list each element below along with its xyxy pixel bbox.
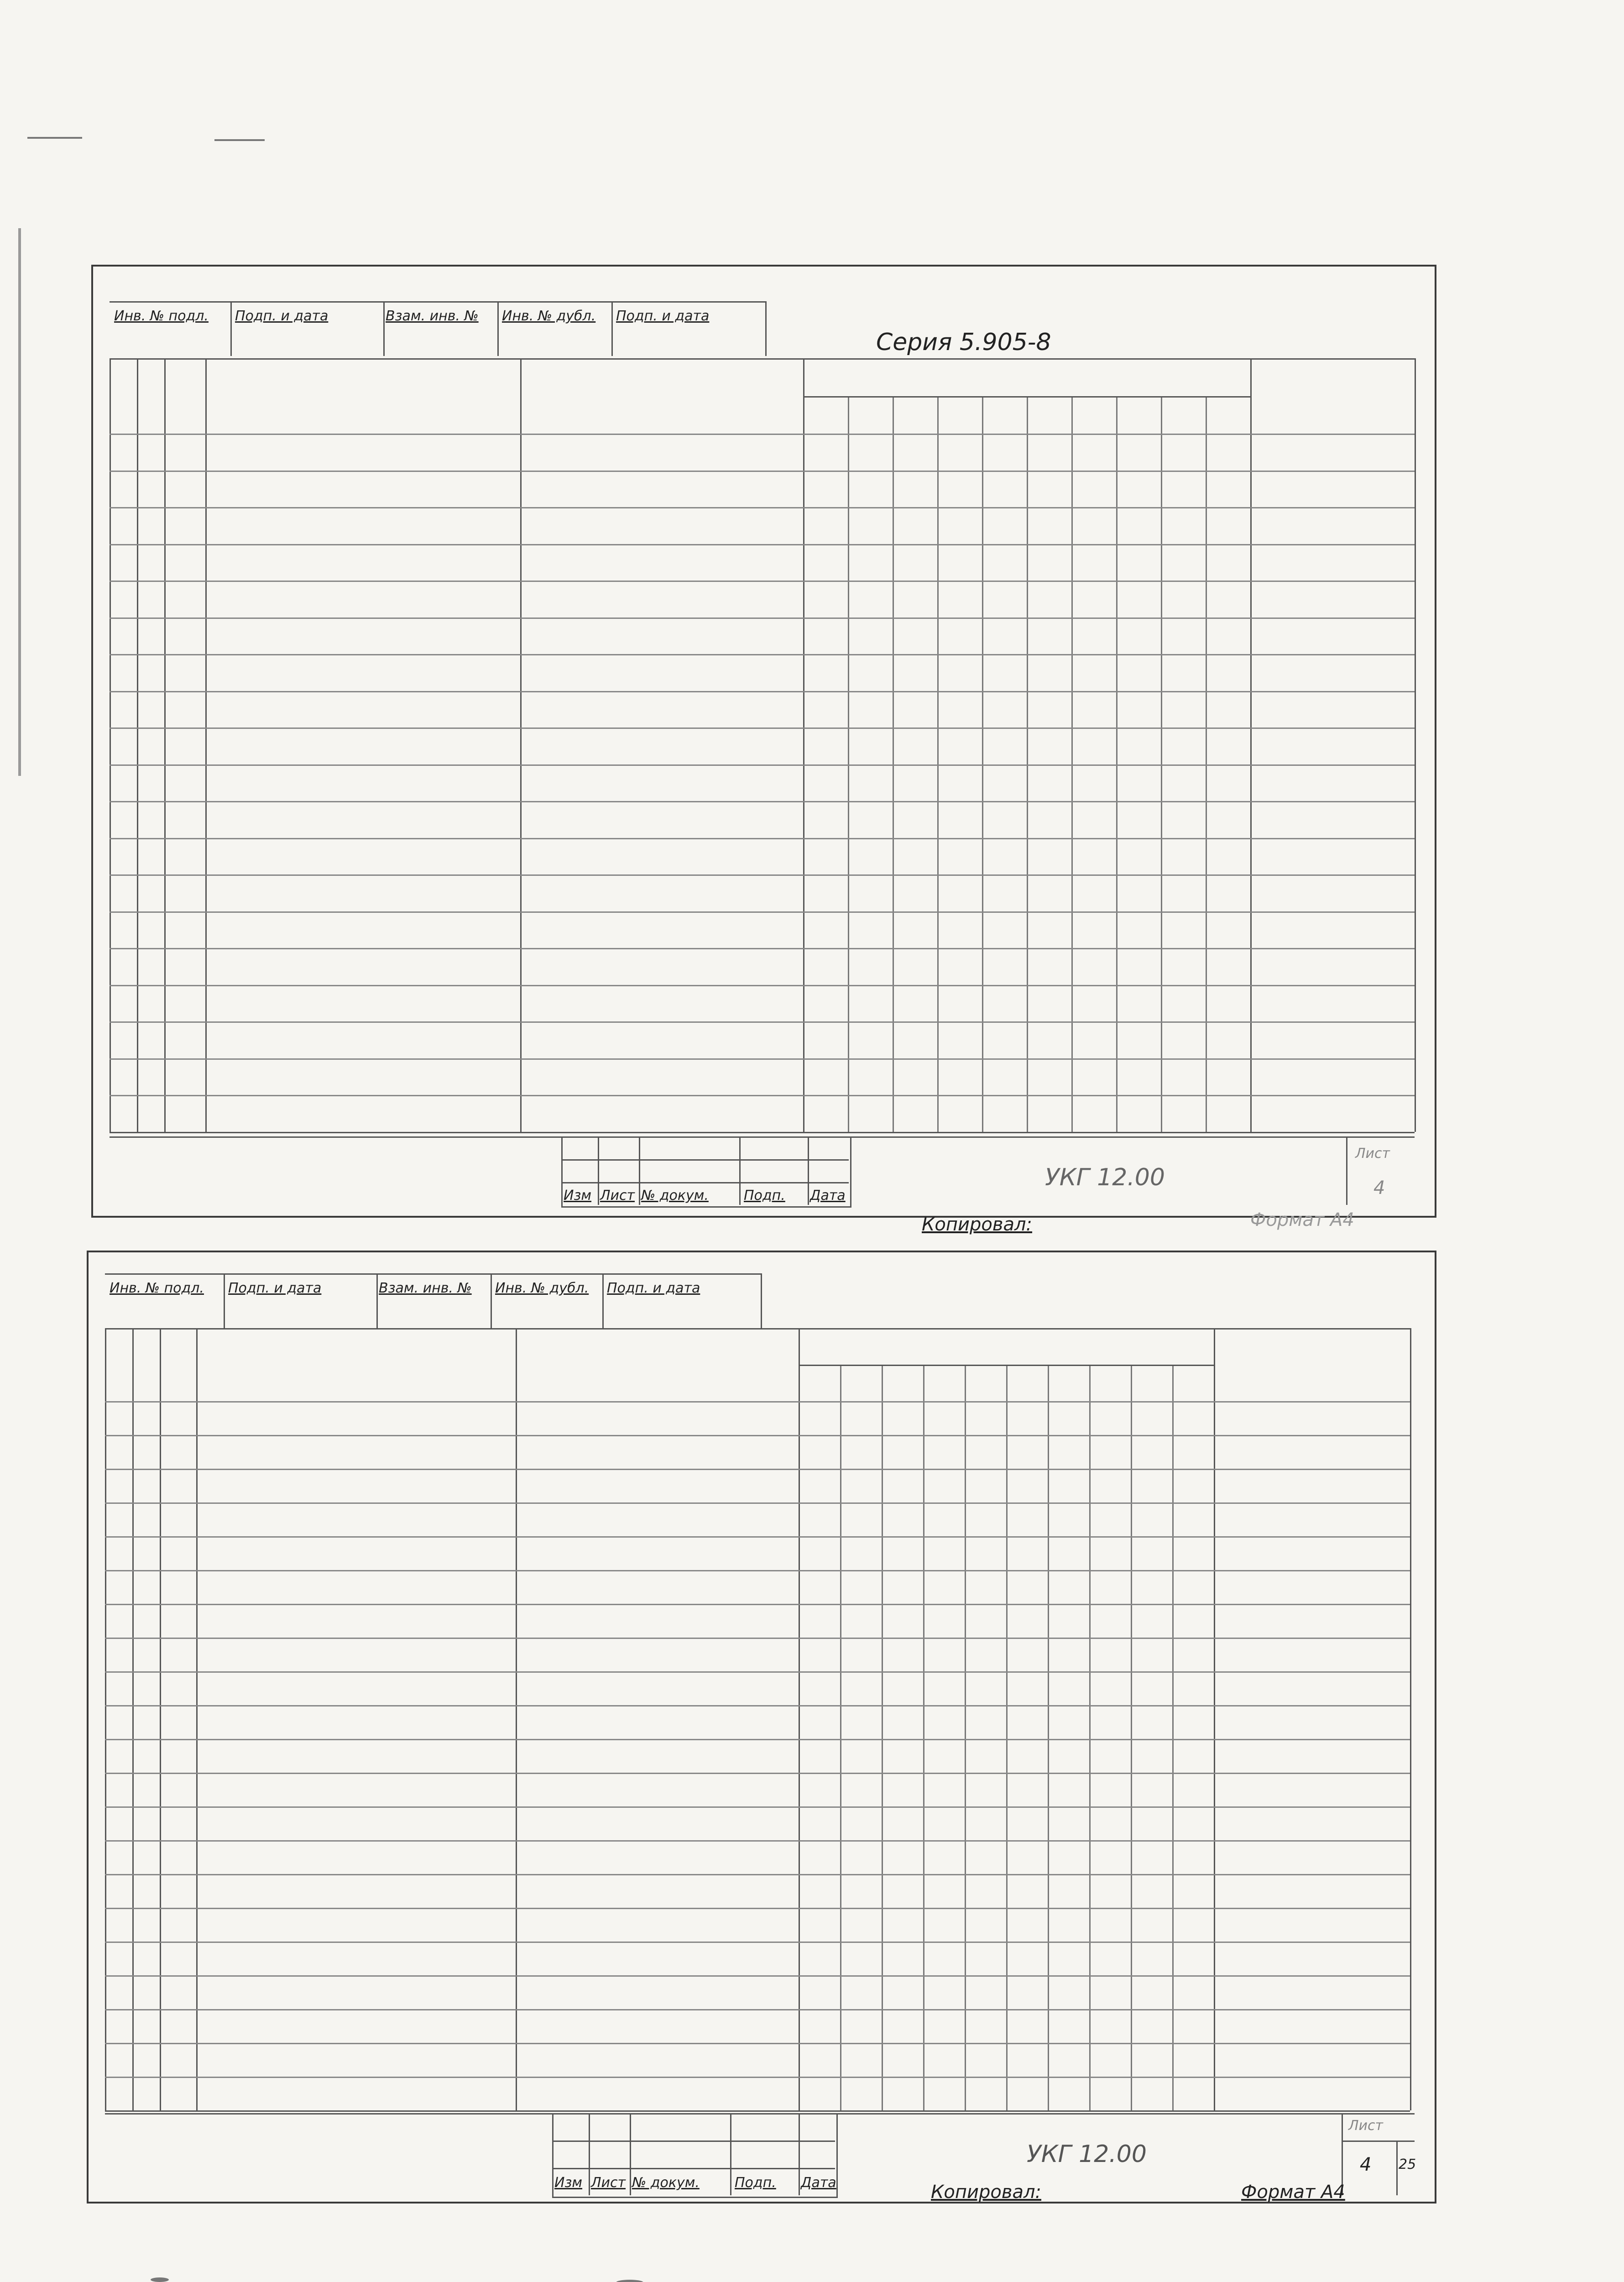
table-row-line [105,1840,1410,1842]
table-row-line [105,1908,1410,1909]
stamp-sign-2: Подп. [735,2175,776,2191]
scan-mark [151,2277,169,2282]
doc-code: УКГ 12.00 [1045,1164,1165,1191]
archive-dup-label: Инв. № дубл. [502,308,596,324]
table-row-line [110,691,1415,692]
table-row-line [110,1058,1415,1060]
table-col-line [1250,358,1252,1132]
table-row-line [105,1739,1410,1740]
archive-inv-label: Инв. № подл. [114,308,209,324]
copied-label: Копировал: [922,1214,1033,1235]
table-row-line [105,1773,1410,1774]
table-row-line [110,728,1415,729]
table-col-line [164,358,166,1132]
archive-header-top [110,301,767,356]
table-col-line [803,358,804,1132]
archive-sign2-label: Подп. и дата [616,308,710,324]
variant-col-line [923,1365,924,2110]
scan-mark [27,137,82,139]
variant-col-line [1131,1365,1132,2110]
table-row-line [110,874,1415,876]
table-row-line [105,1435,1410,1436]
table-col-line [1415,358,1416,1132]
copied-label-2: Копировал: [931,2182,1042,2203]
variant-col-line [1006,1365,1008,2110]
archive-sign-label: Подп. и дата [235,308,329,324]
table-col-line [799,1328,800,2110]
variant-col-line [1089,1365,1091,2110]
stamp-docno-2: № докум. [632,2175,700,2191]
table-col-line [205,358,207,1132]
title-block-top [110,1136,1415,1205]
archive-replace-label-2: Взам. инв. № [379,1280,472,1296]
stamp-date: Дата [810,1188,846,1204]
table-row-line [110,985,1415,986]
table-row-line [105,1570,1410,1571]
table-row-line [110,581,1415,582]
stamp-sign: Подп. [744,1188,785,1204]
format-label: Формат А4 [1250,1209,1354,1230]
archive-sign2-label-2: Подп. и дата [607,1280,700,1296]
table-bottom-line [105,2110,1410,2112]
table-col-line [132,1328,134,2110]
sheet-number-alt: 25 [1399,2156,1416,2172]
table-row-line [110,618,1415,619]
stamp-change-2: Изм [554,2175,583,2191]
variant-col-line [965,1365,966,2110]
table-bottom-line [110,1132,1415,1133]
stamp-docno: № докум. [641,1188,709,1204]
series-label: Серия 5.905-8 [876,329,1051,356]
table-row-line [110,911,1415,913]
table-row-line [110,654,1415,655]
table-row-line [105,1975,1410,1977]
spec-table-bottom [105,1328,1410,2113]
table-row-line [110,948,1415,949]
table-row-line [105,1604,1410,1605]
sheet-label: Лист [1355,1146,1390,1162]
variant-col-line [1172,1365,1174,2110]
table-col-line [516,1328,517,2110]
table-row-line [105,1401,1410,1403]
sheet-number-2: 4 [1360,2154,1372,2175]
stamp-sheet: Лист [600,1188,635,1204]
variant-header-line [803,396,1250,398]
scan-edge [18,228,21,776]
stamp-change: Изм [564,1188,592,1204]
spec-table-top [110,358,1415,1125]
table-col-line [196,1328,198,2110]
table-row-line [110,544,1415,545]
table-col-line [137,358,138,1132]
table-row-line [110,1095,1415,1096]
scan-mark [214,139,265,141]
title-block-bottom [105,2113,1415,2195]
variant-col-line [840,1365,841,2110]
table-row-line [110,838,1415,839]
table-row-line [110,764,1415,766]
table-col-line [160,1328,161,2110]
scan-mark [616,2280,643,2282]
table-row-line [105,1942,1410,1943]
archive-header-bottom [105,1273,762,1328]
table-row-line [110,1021,1415,1023]
variant-header-line [799,1365,1214,1366]
table-row-line [105,1671,1410,1673]
archive-sign-label-2: Подп. и дата [228,1280,322,1296]
archive-replace-label: Взам. инв. № [386,308,479,324]
table-row-line [105,1536,1410,1538]
table-row-line [105,2077,1410,2078]
table-col-line [105,1328,106,2110]
variant-col-line [1048,1365,1049,2110]
table-row-line [105,1806,1410,1808]
table-col-line [520,358,522,1132]
doc-code-2: УКГ 12.00 [1027,2141,1147,2168]
table-row-line [105,1502,1410,1504]
table-col-line [1410,1328,1411,2110]
table-row-line [110,507,1415,508]
table-row-line [105,1705,1410,1706]
table-row-line [110,471,1415,472]
archive-inv-label-2: Инв. № подл. [110,1280,204,1296]
table-row-line [105,1638,1410,1639]
stamp-date-2: Дата [801,2175,836,2191]
table-row-line [105,2043,1410,2044]
table-row-line [110,434,1415,435]
table-top-line [110,358,1415,360]
table-col-line [110,358,111,1132]
table-col-line [1214,1328,1215,2110]
table-row-line [105,1874,1410,1875]
stamp-sheet-2: Лист [591,2175,626,2191]
sheet-label-2: Лист [1348,2118,1384,2134]
table-row-line [105,1469,1410,1470]
table-row-line [105,2009,1410,2010]
variant-col-line [882,1365,883,2110]
format-label-2: Формат А4 [1241,2182,1345,2203]
sheet-number: 4 [1373,1178,1385,1199]
archive-dup-label-2: Инв. № дубл. [495,1280,589,1296]
table-row-line [110,801,1415,802]
